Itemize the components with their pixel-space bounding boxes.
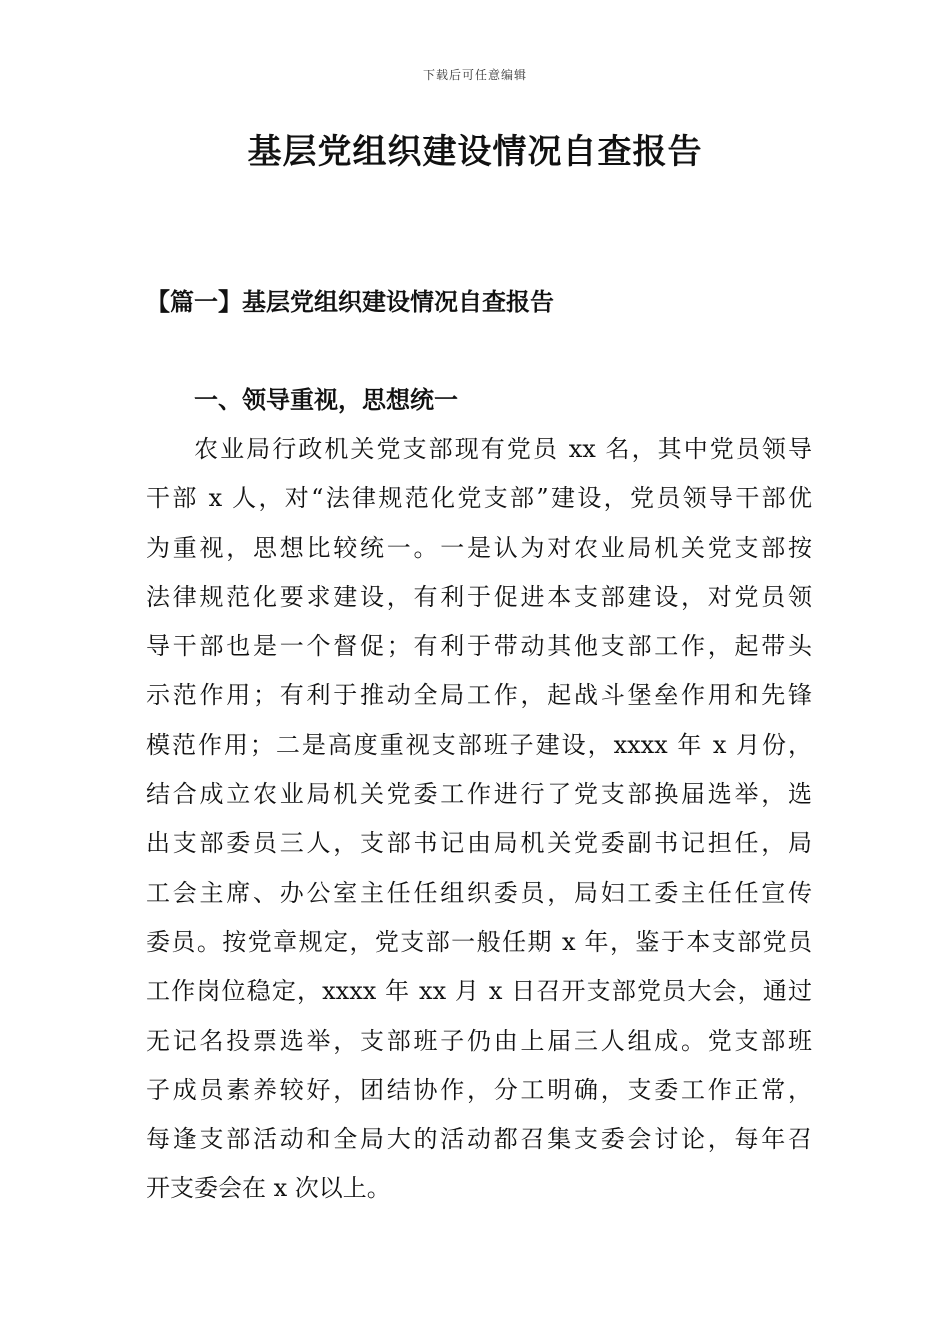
paragraph-line: 每逢支部活动和全局大的活动都召集支委会讨论，每年召 (146, 1125, 812, 1154)
paragraph-line: 无记名投票选举，支部班子仍由上届三人组成。党支部班 (146, 1026, 812, 1055)
paragraph-line: 法律规范化要求建设，有利于促进本支部建设，对党员领 (146, 582, 812, 611)
paragraph-line: 干部 x 人，对“法律规范化党支部”建设，党员领导干部优 (146, 484, 812, 513)
paragraph-line: 为重视，思想比较统一。一是认为对农业局机关党支部按 (146, 533, 812, 562)
subheading: 一、领导重视，思想统一 (194, 385, 458, 414)
paragraph-line: 子成员素养较好，团结协作，分工明确，支委工作正常， (146, 1075, 812, 1104)
paragraph-line: 工作岗位稳定，xxxx 年 xx 月 x 日召开支部党员大会，通过 (146, 977, 812, 1006)
paragraph-line: 出支部委员三人，支部书记由局机关党委副书记担任，局 (146, 829, 812, 858)
paragraph-line: 结合成立农业局机关党委工作进行了党支部换届选举，选 (146, 780, 812, 809)
paragraph-line: 示范作用；有利于推动全局工作，起战斗堡垒作用和先锋 (146, 681, 812, 710)
paragraph-line: 开支委会在 x 次以上。 (146, 1174, 391, 1203)
document-title: 基层党组织建设情况自查报告 (247, 132, 703, 172)
section-heading: 【篇一】基层党组织建设情况自查报告 (146, 287, 554, 316)
paragraph-line: 农业局行政机关党支部现有党员 xx 名，其中党员领导 (194, 435, 812, 463)
paragraph-line: 导干部也是一个督促；有利于带动其他支部工作，起带头 (146, 632, 812, 661)
body-paragraph (146, 425, 812, 1214)
header-note: 下载后可任意编辑 (422, 68, 527, 82)
paragraph-line: 工会主席、办公室主任任组织委员，局妇工委主任任宣传 (146, 878, 812, 907)
paragraph-line: 模范作用；二是高度重视支部班子建设，xxxx 年 x 月份， (146, 730, 812, 759)
paragraph-line: 委员。按党章规定，党支部一般任期 x 年，鉴于本支部党员 (146, 927, 812, 956)
